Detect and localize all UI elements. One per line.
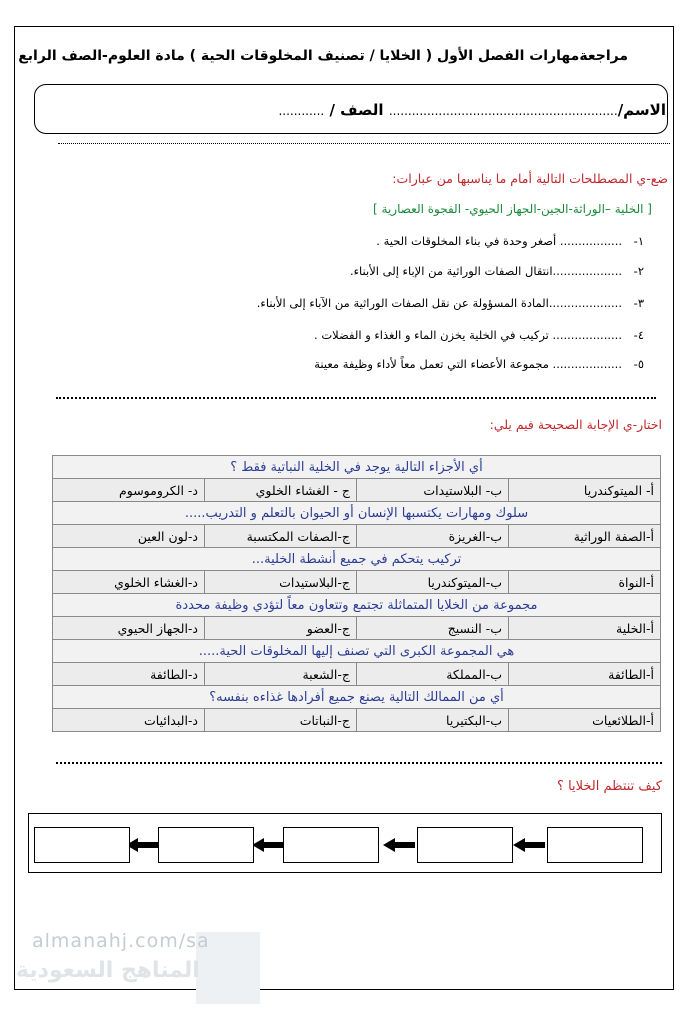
question-row: [53, 456, 661, 479]
flow-answer-box[interactable]: [283, 827, 379, 863]
option[interactable]: ج-الشعبة: [205, 663, 357, 686]
question-row: [53, 548, 661, 571]
option[interactable]: د- الكروموسوم: [53, 479, 205, 502]
watermark-name: المناهج السعودية: [16, 958, 200, 983]
option[interactable]: أ-الطلائعيات: [509, 709, 661, 732]
options-row: [53, 479, 661, 502]
option[interactable]: ب- البلاستيدات: [357, 479, 509, 502]
fill-item[interactable]: ٤-................... تركيب في الخلية يخزن الماء و الغذاء و الفضلات .: [314, 328, 644, 342]
flow-answer-box[interactable]: [34, 827, 130, 863]
option[interactable]: ج-البلاستيدات: [205, 571, 357, 594]
watermark-url: almanahj.com/sa: [32, 930, 210, 952]
arrow-left-icon: [252, 838, 284, 852]
question-row: [53, 502, 661, 525]
page-title: مراجعةمهارات الفصل الأول ( الخلايا / تصنيف المخلوقات الحية ) مادة العلوم-الصف الرابع: [18, 48, 628, 64]
question-row: [53, 640, 661, 663]
flow-answer-box[interactable]: [547, 827, 643, 863]
options-row: [53, 571, 661, 594]
fill-item[interactable]: ٢-...................انتقال الصفات الوراثية من الإباء إلى الأبناء.: [349, 264, 644, 278]
option[interactable]: د-البدائيات: [53, 709, 205, 732]
question-row: [53, 686, 661, 709]
question-text: سلوك ومهارات يكتسبها الإنسان أو الحيوان بالتعلم و التدريب.....: [53, 502, 661, 525]
section1-terms: [ الخلية –الوراثة-الجين-الجهاز الحيوي- الفجوة العصارية ]: [373, 202, 652, 216]
arrow-left-icon: [383, 838, 415, 852]
option[interactable]: د-الغشاء الخلوي: [53, 571, 205, 594]
option[interactable]: ب-الغريزة: [357, 525, 509, 548]
option[interactable]: ج-الصفات المكتسبة: [205, 525, 357, 548]
fill-item[interactable]: ١-................. أصغر وحدة في بناء المخلوقات الحية .: [376, 234, 644, 248]
options-row: [53, 709, 661, 732]
fill-item[interactable]: ٥-................... مجموعة الأعضاء التي تعمل معاً لأداء وظيفة معينة: [314, 357, 644, 371]
option[interactable]: د-الجهاز الحيوي: [53, 617, 205, 640]
fill-item[interactable]: ٣-....................المادة المسؤولة عن نقل الصفات الوراثية من الآباء إلى الأبناء.: [256, 296, 644, 310]
divider: [56, 397, 656, 399]
question-text: تركيب يتحكم في جميع أنشطة الخلية...: [53, 548, 661, 571]
options-row: [53, 663, 661, 686]
arrow-left-icon: [126, 838, 158, 852]
option[interactable]: ب-البكتيريا: [357, 709, 509, 732]
section2-title: اختار-ي الإجابة الصحيحة فيم يلي:: [489, 417, 662, 432]
option[interactable]: ج - الغشاء الخلوي: [205, 479, 357, 502]
option[interactable]: أ-الصفة الوراثية: [509, 525, 661, 548]
flow-answer-box[interactable]: [158, 827, 254, 863]
flow-answer-box[interactable]: [417, 827, 513, 863]
option[interactable]: ب-المملكة: [357, 663, 509, 686]
option[interactable]: أ-الخلية: [509, 617, 661, 640]
student-info-row: [278, 101, 666, 119]
divider: [56, 762, 662, 764]
name-field[interactable]: ............................................................: [388, 104, 618, 118]
question-text: أي الأجزاء التالية يوجد في الخلية النباتية فقط ؟: [53, 456, 661, 479]
option[interactable]: أ-الطائفة: [509, 663, 661, 686]
question-text: هي المجموعة الكبرى التي تصنف إليها المخلوقات الحية.....: [53, 640, 661, 663]
option[interactable]: أ-النواة: [509, 571, 661, 594]
options-row: [53, 617, 661, 640]
option[interactable]: ج-النباتات: [205, 709, 357, 732]
divider: [58, 143, 670, 144]
question-text: أي من الممالك التالية يصنع جميع أفرادها غذاءه بنفسه؟: [53, 686, 661, 709]
option[interactable]: د-لون العين: [53, 525, 205, 548]
option[interactable]: ب-الميتوكندريا: [357, 571, 509, 594]
option[interactable]: د-الطائفة: [53, 663, 205, 686]
section1-title: ضع-ي المصطلحات التالية أمام ما يناسبها من عبارات:: [392, 171, 668, 186]
name-label: الاسم/: [617, 101, 666, 119]
option[interactable]: ج-العضو: [205, 617, 357, 640]
option[interactable]: أ- الميتوكندريا: [509, 479, 661, 502]
options-row: [53, 525, 661, 548]
arrow-left-icon: [513, 838, 545, 852]
section3-title: كيف تنتظم الخلايا ؟: [557, 779, 662, 794]
class-label: الصف /: [329, 101, 384, 119]
question-row: [53, 594, 661, 617]
question-text: مجموعة من الخلايا المتماثلة تجتمع وتتعاون معاً لتؤدي وظيفة محددة: [53, 594, 661, 617]
option[interactable]: ب- النسيج: [357, 617, 509, 640]
class-field[interactable]: ............: [278, 104, 325, 118]
mcq-table: [52, 455, 661, 732]
